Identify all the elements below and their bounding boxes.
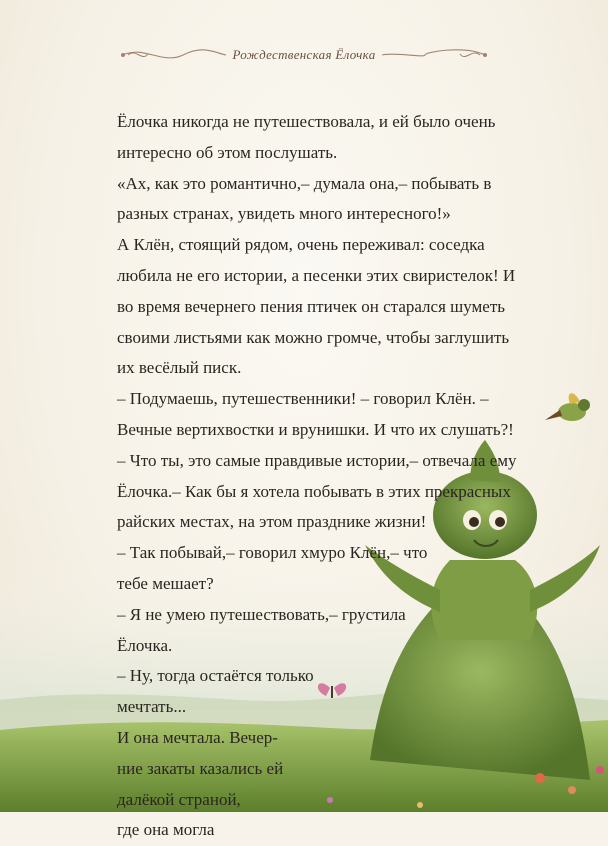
text-line: Ёлочка.– Как бы я хотела побывать в этих прекрасных <box>117 481 511 501</box>
text-line: А Клён, стоящий рядом, очень переживал: соседка <box>117 235 485 255</box>
text-line: И она мечтала. Вечер- <box>117 727 278 747</box>
text-line: их весёлый писк. <box>117 358 242 378</box>
header-title: Рождественская Ёлочка <box>232 47 376 62</box>
text-line: – Я не умею путешествовать,– грустила <box>117 604 406 624</box>
text-line: Ёлочка. <box>117 635 173 655</box>
text-line: Вечные вертихвостки и врунишки. И что их слушать?! <box>117 419 514 439</box>
text-line: во время вечернего пения птичек он старался шуметь <box>117 296 506 316</box>
body-text <box>117 107 537 846</box>
text-line: – Подумаешь, путешественники! – говорил Клён. – <box>117 389 489 409</box>
text-line: – Ну, тогда остаётся только <box>117 666 314 686</box>
text-line: разных странах, увидеть много интересного!» <box>117 204 451 224</box>
right-ornament <box>380 40 490 70</box>
text-line: «Ах, как это романтично,– думала она,– побывать в <box>117 173 492 193</box>
text-line: райских местах, на этом празднике жизни! <box>117 512 427 532</box>
text-line: своими листьями как можно громче, чтобы заглушить <box>117 327 510 347</box>
text-line: – Что ты, это самые правдивые истории,– отвечала ему <box>117 450 517 470</box>
text-line: любила не его истории, а песенки этих свиристелок! И <box>117 265 516 285</box>
bird <box>545 393 590 421</box>
running-header <box>0 40 608 70</box>
text-line: далёкой страной, <box>117 789 241 809</box>
text-line: мечтать... <box>117 697 187 717</box>
text-line: интересно об этом послушать. <box>117 142 338 162</box>
text-line: тебе мешает? <box>117 573 214 593</box>
text-line: где она могла <box>117 820 215 840</box>
text-line: Ёлочка никогда не путешествовала, и ей было очень <box>117 112 496 131</box>
text-line: ние закаты казались ей <box>117 758 284 778</box>
text-line: – Так побывай,– говорил хмуро Клён,– что <box>117 543 428 563</box>
